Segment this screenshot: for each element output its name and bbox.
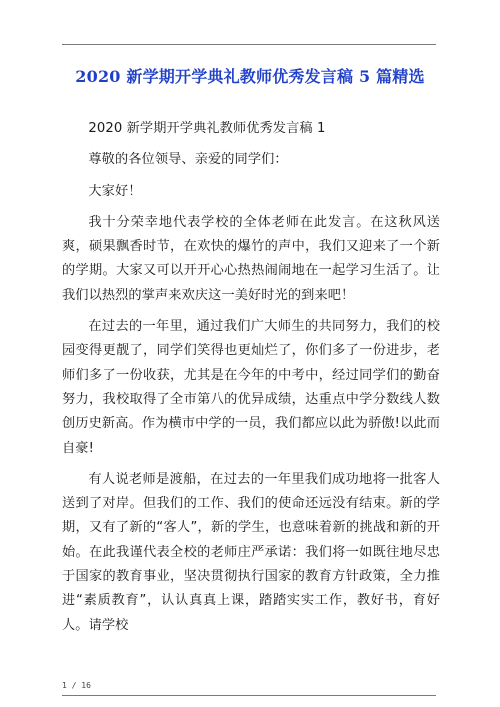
- page-indicator: 1 / 16: [62, 681, 91, 690]
- section-subtitle: 2020 新学期开学典礼教师优秀发言稿 1: [88, 121, 326, 136]
- body-paragraph-3: 有人说老师是渡船，在过去的一年里我们成功地将一批客人送到了对岸。但我们的工作、我们的使命还远没有结束。新的学期，又有了新的“客人”，新的学生，也意味着新的挑战和新的开始。在此我谨代表全校的老师庄严承诺：我们将一如既往地尽忠于国家的教育事业，坚决贯彻执行国家的教育方针政策，全力推进“素质教育”，认认真真上课，踏踏实实工作，教好书，育好人。请学校: [62, 471, 440, 633]
- opening-greeting: 大家好！: [88, 183, 142, 199]
- body-paragraph-1: 我十分荣幸地代表学校的全体老师在此发言。在这秋风送爽，硕果飘香时节，在欢快的爆竹的声中，我们又迎来了一个新的学期。大家又可以开开心心热热闹闹地在一起学习生活了。让我们以热烈的掌声来欢庆这一美好时光的到来吧！: [62, 214, 440, 303]
- document-title: 2020 新学期开学典礼教师优秀发言稿 5 篇精选: [75, 67, 425, 86]
- salutation: 尊敬的各位领导、亲爱的同学们：: [88, 152, 288, 168]
- document-body: [62, 117, 440, 645]
- header-rule: [62, 44, 436, 45]
- footer-rule: [62, 695, 436, 696]
- body-paragraph-2: 在过去的一年里，通过我们广大师生的共同努力，我们的校园变得更靓了，同学们笑得也更灿烂了，你们多了一份进步，老师们多了一份收获，尤其是在今年的中考中，经过同学们的勤奋努力，我校取得了全市第八的优异成绩，达重点中学分数线人数创历史新高。作为横市中学的一员，我们都应以此为骄傲!以此而自豪!: [62, 319, 440, 456]
